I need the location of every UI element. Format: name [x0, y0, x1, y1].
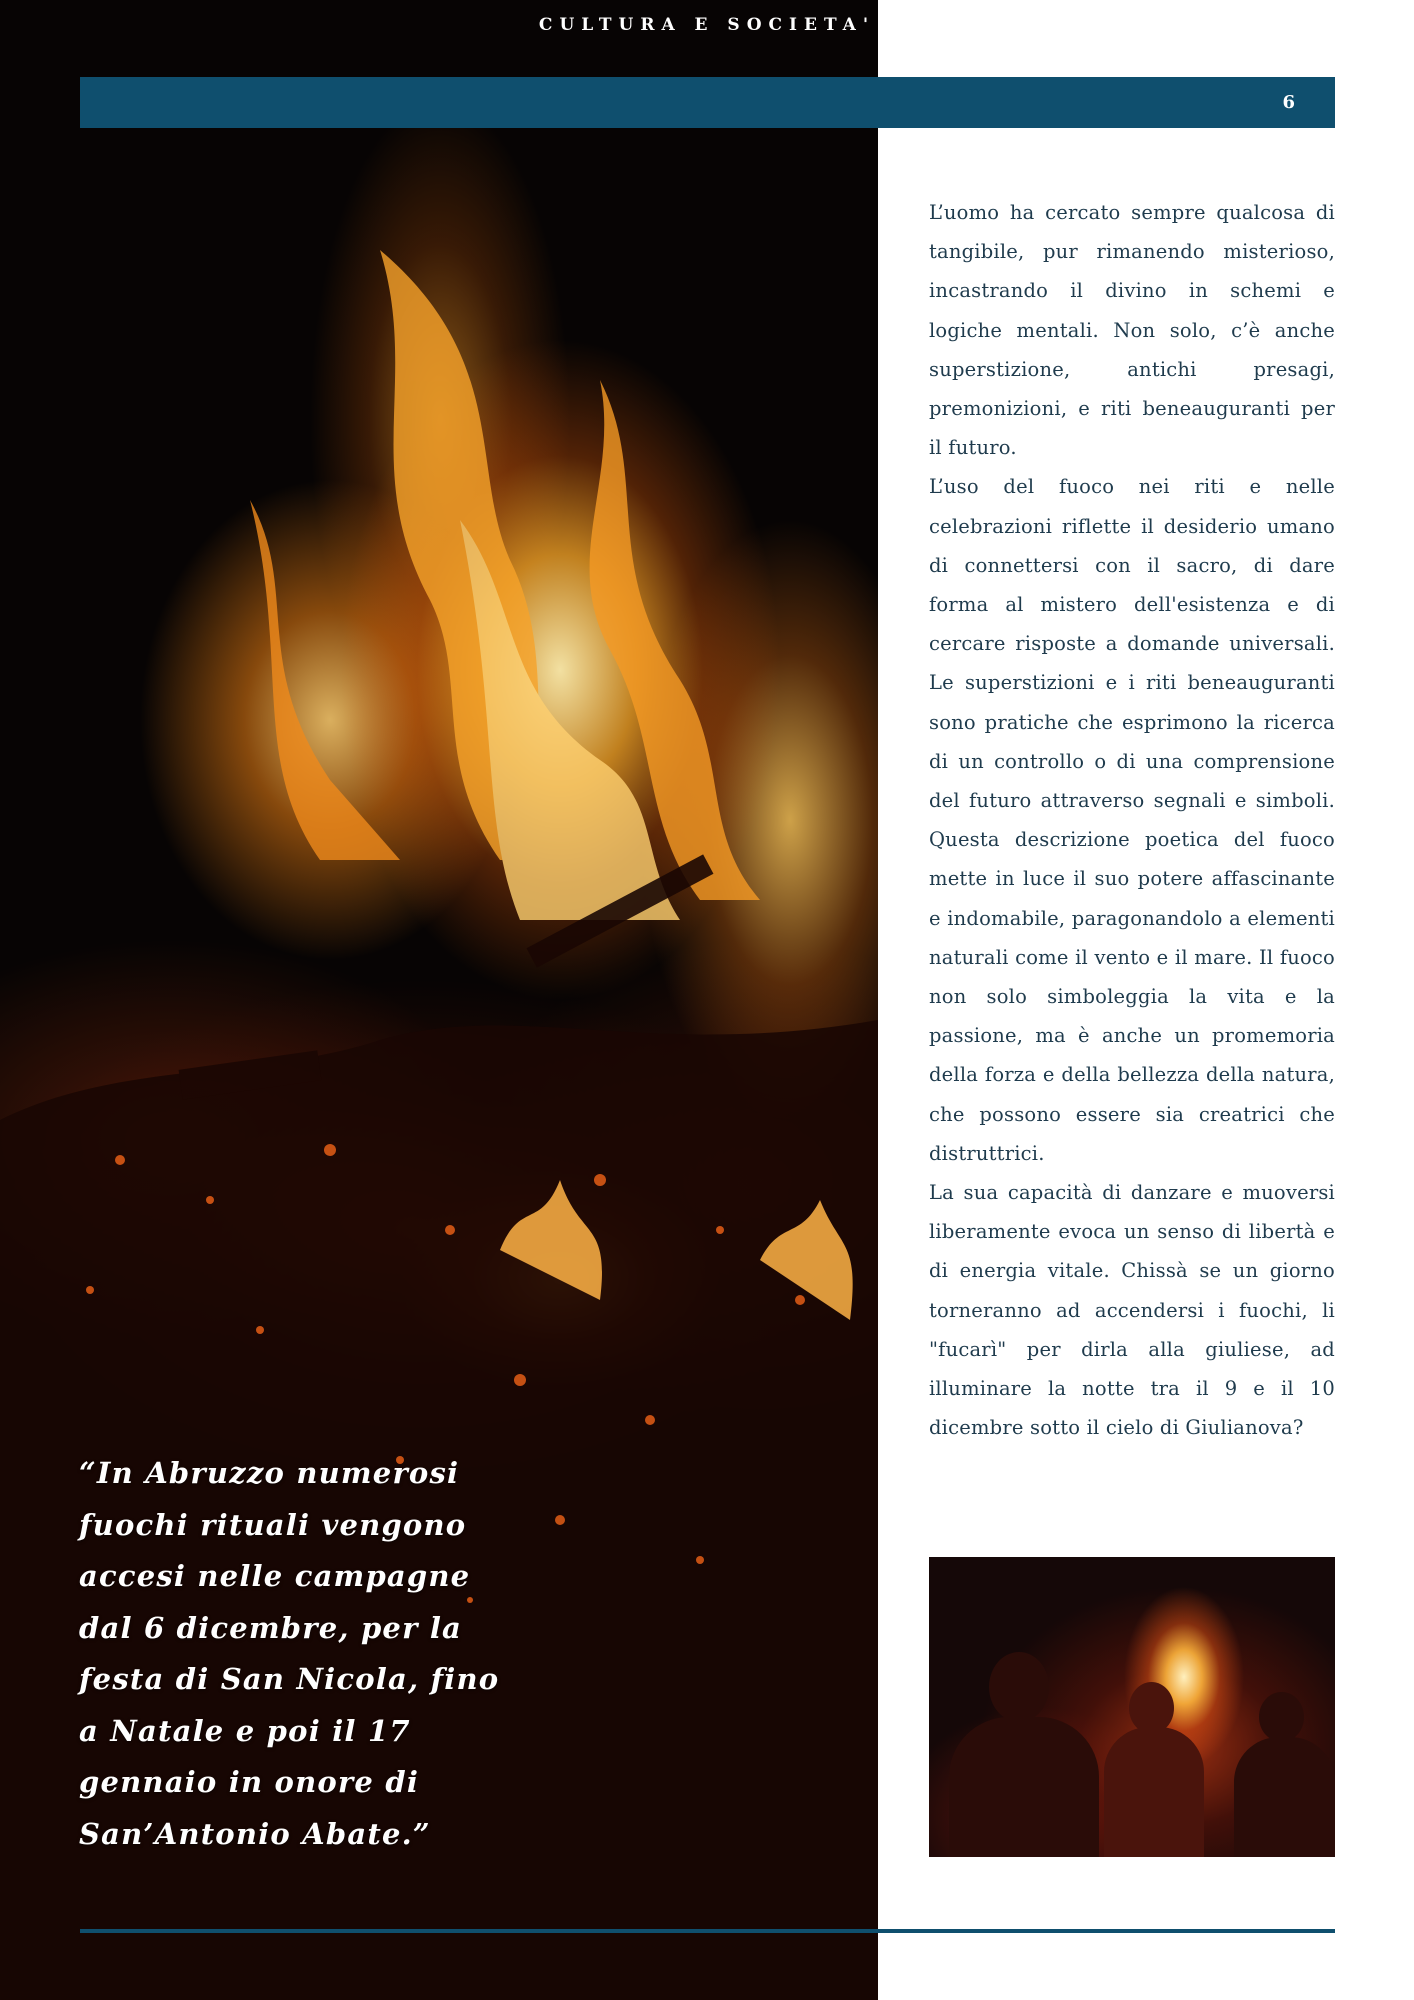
campfire-photo [929, 1557, 1335, 1857]
person-head-silhouette [989, 1652, 1049, 1722]
child-body-silhouette [1234, 1737, 1335, 1857]
article-paragraph: La sua capacità di danzare e muoversi liberamente evoca un senso di libertà e di energia vitale. Chissà se un giorno torneranno ad accendersi i fuochi, li "fucarì" per dirla alla giuliese, ad illuminare la notte tra il 9 e il 10 dicembre sotto il cielo di Giulianova? [929, 1181, 1335, 1440]
pull-quote: “In Abruzzo numerosi fuochi rituali vengono accesi nelle campagne dal 6 dicembre, per la festa di San Nicola, fino a Natale e poi il 17 gennaio in onore di San’Antonio Abate.” [79, 1456, 500, 1851]
article-body [929, 193, 1335, 1448]
header-page-container [80, 77, 1335, 128]
article-paragraph: L’uso del fuoco nei riti e nelle celebrazioni riflette il desiderio umano di connettersi con il sacro, di dare forma al mistero dell'esistenza e di cercare risposte a domande universali. Le superstizioni e i riti beneauguranti sono pratiche che esprimono la ricerca di un controllo o di una comprensione del futuro attraverso segnali e simboli. Questa descrizione poetica del fuoco mette in luce il suo potere affascinante e indomabile, paragonandolo a elementi naturali come il vento e il mare. Il fuoco non solo simboleggia la vita e la passione, ma è anche un promemoria della forza e della bellezza della natura, che possono essere sia creatrici che distruttrici. [929, 475, 1335, 1165]
child-head-silhouette [1259, 1692, 1304, 1742]
section-title: CULTURA E SOCIETA' [538, 15, 876, 35]
child-body-silhouette [1104, 1727, 1204, 1857]
page-number: 6 [1282, 92, 1295, 113]
article-paragraph: L’uomo ha cercato sempre qualcosa di tangibile, pur rimanendo misterioso, incastrando il divino in schemi e logiche mentali. Non solo, c’è anche superstizione, antichi presagi, premonizioni, e riti beneauguranti per il futuro. [929, 201, 1335, 460]
person-body-silhouette [949, 1717, 1099, 1857]
footer-divider [80, 1929, 1335, 1933]
